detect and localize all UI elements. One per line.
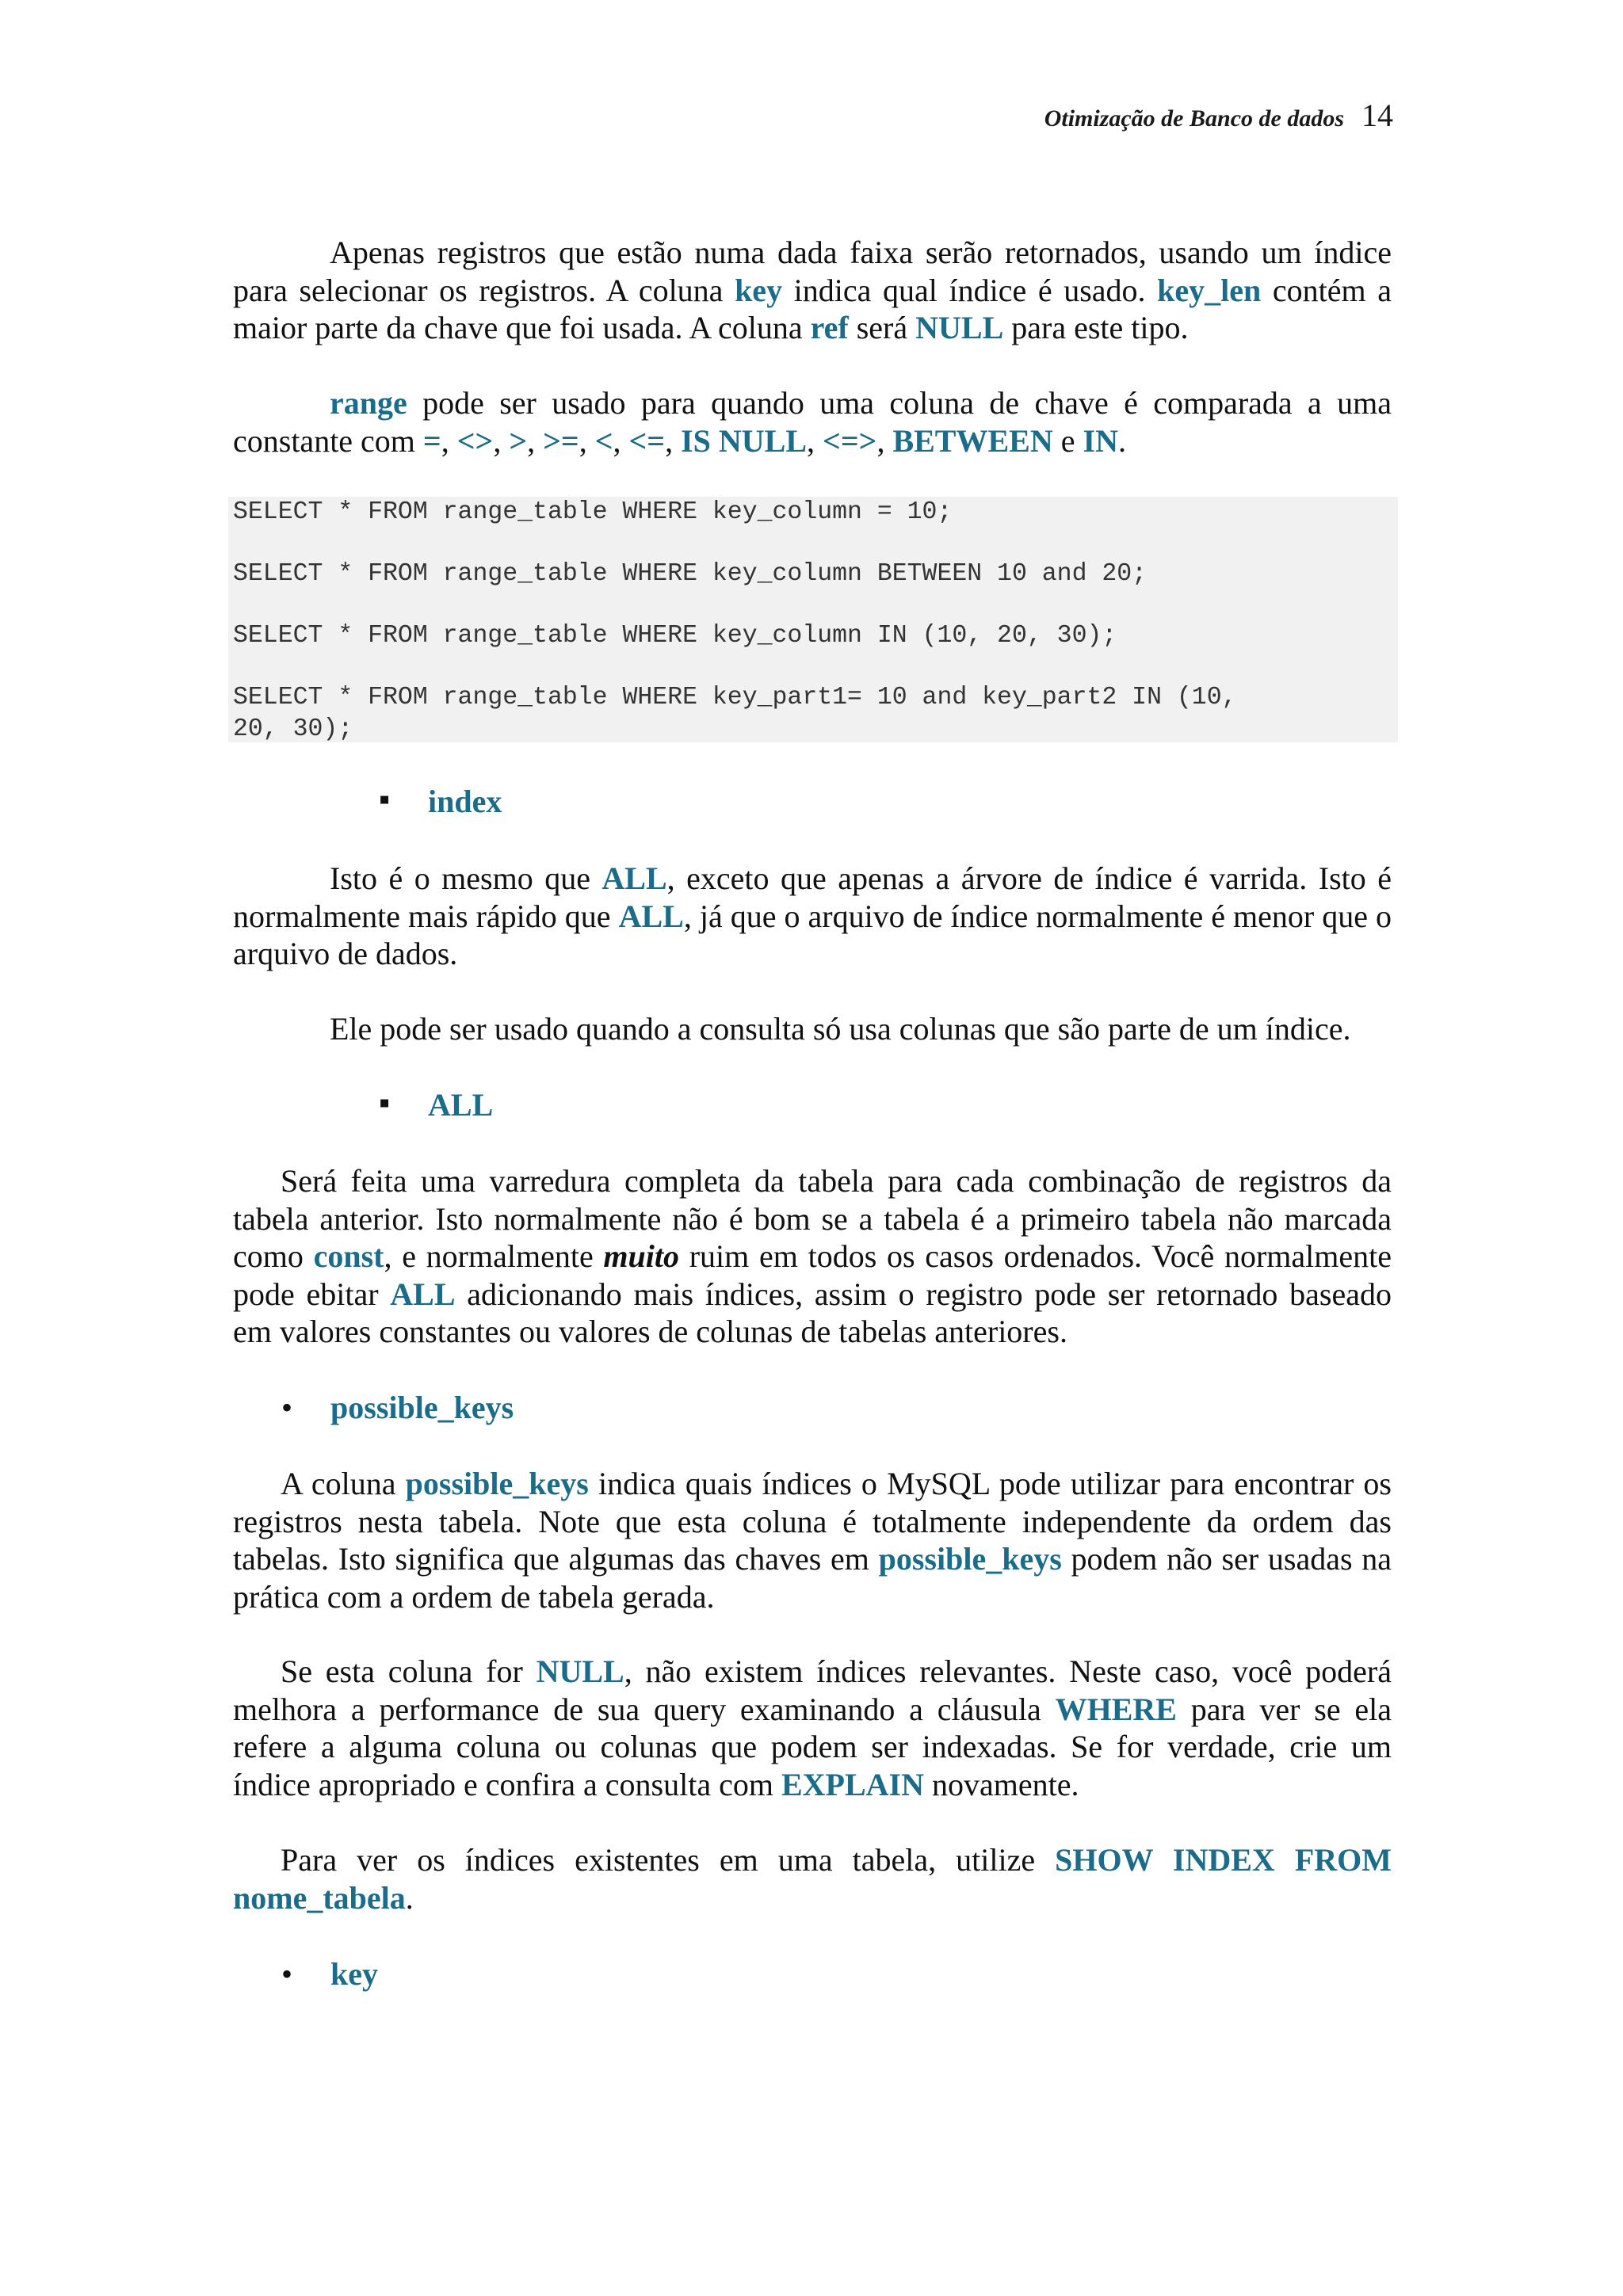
paragraph-index [233,860,1392,973]
body-text: A coluna [281,1466,406,1501]
keyword-text: < [594,422,613,459]
keyword-text: key [735,272,783,308]
bullet-label-all: ALL [428,1087,494,1123]
code-line: SELECT * FROM range_table WHERE key_column = 10; [233,498,953,526]
keyword-text: possible_keys [405,1466,589,1501]
paragraph-null-keys [233,1653,1392,1803]
keyword-text: ALL [601,860,667,896]
body-text: . [405,1879,414,1916]
paragraph-range-intro [233,234,1392,347]
body-text: para este tipo. [1003,310,1189,345]
body-text: , [876,422,893,459]
body-text: , [665,422,682,459]
body-text: adicionando mais índices, assim o registro pode ser retornado baseado em valores constantes ou valores de colunas de tabelas anteriores. [233,1276,1392,1349]
keyword-text: BETWEEN [892,422,1053,459]
keyword-text: WHERE [1055,1691,1177,1727]
body-text: indica quais índices o MySQL pode utilizar para encontrar os registros nesta tabela. Note que esta coluna é totalmente independente da ordem das tabelas. Isto significa que algumas das chaves em [233,1466,1392,1577]
paragraph-possible-keys [233,1465,1392,1615]
keyword-text: key_len [1157,272,1262,308]
paragraph-range-usage [233,384,1392,460]
body-text: Isto é o mesmo que [330,860,602,896]
body-text: ruim em todos os casos ordenados. Você normalmente pode ebitar [233,1238,1392,1312]
body-text: novamente. [923,1766,1079,1802]
code-line: 20, 30); [233,715,353,743]
body-text: Para ver os índices existentes em uma tabela, utilize [281,1842,1056,1878]
square-bullet-icon: ▪ [379,1085,391,1120]
body-text: , [613,422,629,459]
body-text: podem não ser usadas na prática com a ordem de tabela gerada. [233,1541,1392,1615]
paragraph-index-usage [233,1010,1392,1048]
body-text: Será feita uma varredura completa da tabela para cada combinação de registros da tabela anterior. Isto normalmente não é bom se a tabela é a primeiro tabela não marcada como [233,1163,1392,1274]
emphasis-text: muito [603,1238,680,1274]
square-bullet-icon: ▪ [379,781,391,817]
keyword-text: = [422,422,441,459]
bullet-label-key: key [330,1956,378,1992]
body-text: indica qual índice é usado. [782,272,1158,308]
keyword-text: EXPLAIN [781,1766,924,1802]
keyword-text: ALL [390,1276,456,1312]
body-text: pode ser usado para quando uma coluna de chave é comparada a uma constante com [233,385,1392,459]
keyword-text: >= [543,422,579,459]
page-number: 14 [1361,97,1393,133]
keyword-text: IN [1083,422,1118,459]
bullet-dot-icon: • [281,1956,293,1992]
keyword-text: IS NULL [681,422,808,459]
keyword-text: NULL [915,310,1004,345]
header-title: Otimização de Banco de dados [1044,105,1344,132]
keyword-text: NULL [536,1653,624,1689]
keyword-text: ref [810,310,849,345]
body-text: , [579,422,595,459]
paragraph-show-index [233,1841,1392,1917]
body-text: , não existem índices relevantes. Neste caso, você poderá melhora a performance de sua query examinando a cláusula [233,1653,1392,1727]
body-text: , e normalmente [384,1238,604,1274]
body-text: Apenas registros que estão numa dada faixa serão retornados, usando um índice para selecionar os registros. A coluna [233,235,1392,308]
keyword-text: ALL [618,898,684,934]
code-line: SELECT * FROM range_table WHERE key_column BETWEEN 10 and 20; [233,560,1148,588]
keyword-text: range [330,385,407,421]
code-line: SELECT * FROM range_table WHERE key_part1= 10 and key_part2 IN (10, [233,684,1237,711]
body-text: Ele pode ser usado quando a consulta só usa colunas que são parte de um índice. [330,1011,1351,1047]
body-text: e [1052,422,1083,459]
body-text: , [807,422,823,459]
keyword-text: <> [456,422,494,459]
keyword-text: possible_keys [878,1541,1062,1577]
body-text: , já que o arquivo de índice normalmente é menor que o arquivo de dados. [233,898,1392,971]
keyword-text: SHOW INDEX FROM nome_tabela [233,1842,1392,1916]
code-line: SELECT * FROM range_table WHERE key_column IN (10, 20, 30); [233,622,1117,650]
running-header [1044,97,1393,134]
keyword-text: > [509,422,528,459]
paragraph-all [233,1162,1392,1351]
bullet-label-index: index [428,784,502,819]
bullet-dot-icon: • [281,1390,293,1425]
keyword-text: <= [628,422,666,459]
body-text: , exceto que apenas a árvore de índice é varrida. Isto é normalmente mais rápido que [233,860,1392,934]
body-text: para ver se ela refere a alguma coluna ou colunas que podem ser indexadas. Se for verdade, crie um índice apropriado e confira a consulta com [233,1691,1392,1802]
body-text: , [441,422,457,459]
keyword-text: <=> [823,422,877,459]
body-text: , [527,422,544,459]
code-block [228,497,1398,742]
body-text: será [848,310,916,345]
body-text: Se esta coluna for [281,1653,537,1689]
keyword-text: const [313,1238,384,1274]
body-text: , [493,422,510,459]
body-text: contém a maior parte da chave que foi usada. A coluna [233,272,1392,345]
bullet-label-possible-keys: possible_keys [330,1390,514,1425]
body-text: . [1117,422,1126,459]
